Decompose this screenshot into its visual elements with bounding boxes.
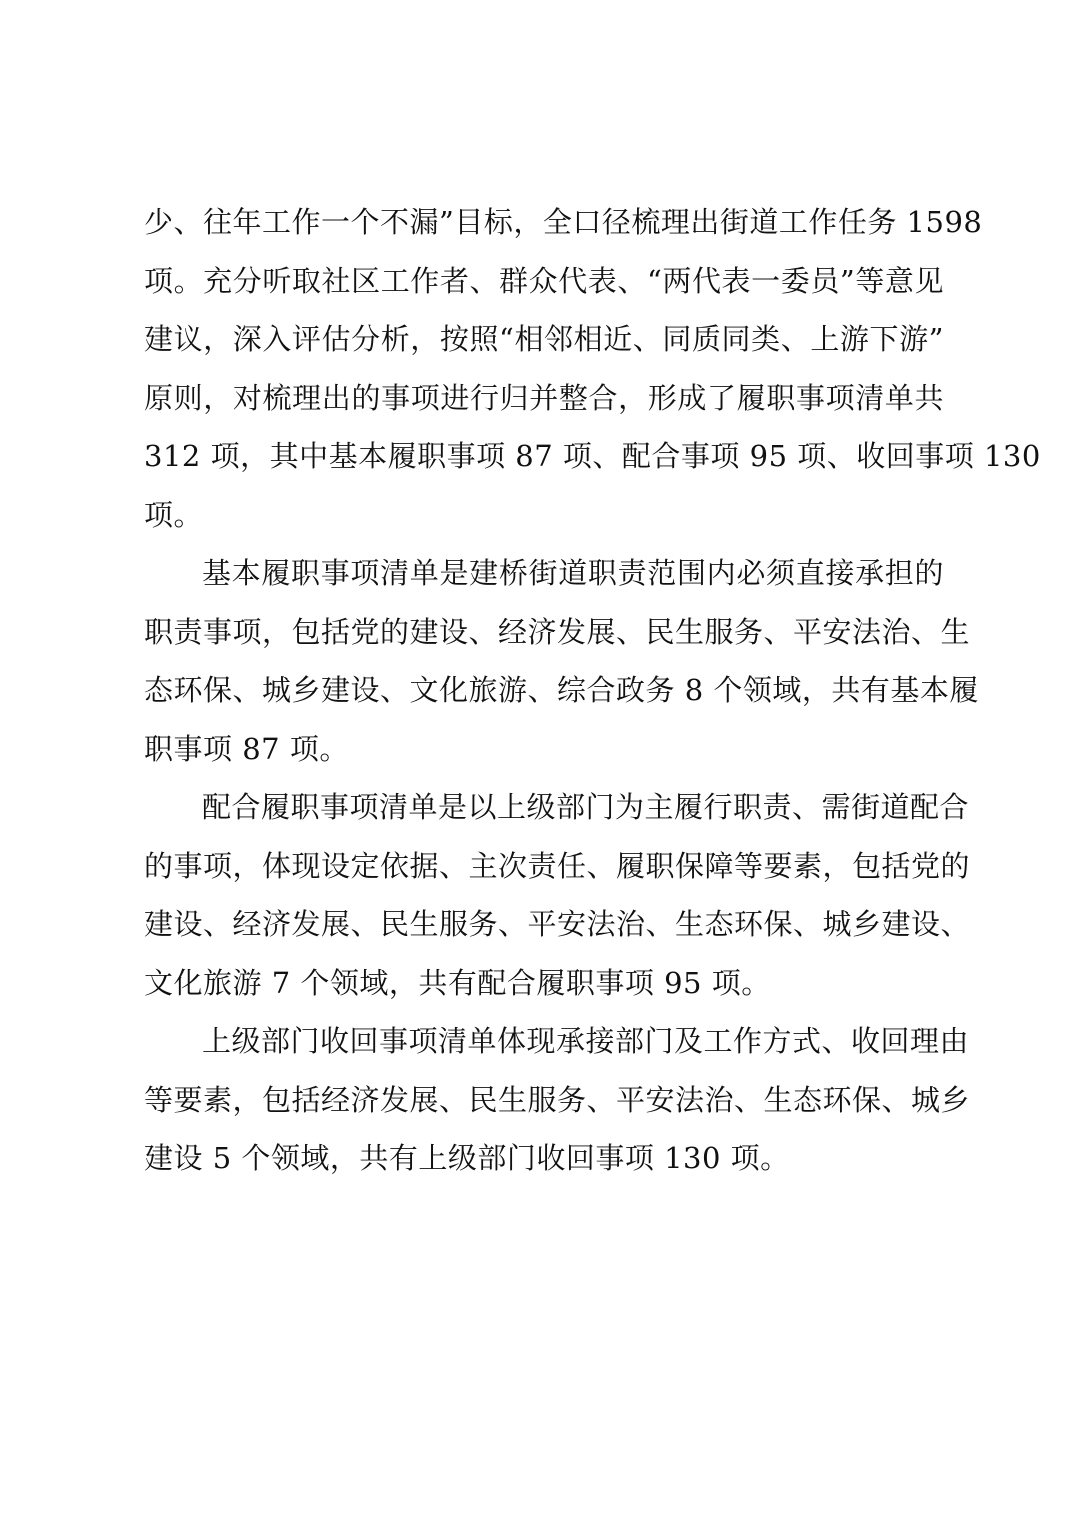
text-line: 的事项，体现设定依据、主次责任、履职保障等要素，包括党的 — [144, 848, 971, 883]
paragraph-basic-duties — [144, 544, 979, 778]
text-line: 原则，对梳理出的事项进行归并整合，形成了履职事项清单共 — [144, 380, 944, 415]
text-line: 上级部门收回事项清单体现承接部门及工作方式、收回理由 — [202, 1024, 970, 1058]
text-line: 项。充分听取社区工作者、群众代表、“两代表一委员”等意见 — [144, 263, 944, 298]
paragraph-cooperative-duties — [144, 778, 971, 1012]
paragraph-continuation — [144, 193, 1041, 544]
paragraph-recalled-duties — [144, 1012, 971, 1188]
text-line: 配合履职事项清单是以上级部门为主履行职责、需街道配合 — [202, 790, 970, 824]
text-line: 项。 — [144, 497, 204, 532]
text-line: 建设、经济发展、民生服务、平安法治、生态环保、城乡建设、 — [144, 907, 971, 941]
text-line: 职责事项，包括党的建设、经济发展、民生服务、平安法治、生 — [144, 614, 971, 649]
text-line: 态环保、城乡建设、文化旅游、综合政务 8 个领域，共有基本履 — [144, 673, 979, 707]
text-line: 文化旅游 7 个领域，共有配合履职事项 95 项。 — [144, 965, 771, 1000]
text-line: 等要素，包括经济发展、民生服务、平安法治、生态环保、城乡 — [144, 1082, 971, 1117]
text-line: 建议，深入评估分析，按照“相邻相近、同质同类、上游下游” — [144, 322, 944, 356]
text-line: 基本履职事项清单是建桥街道职责范围内必须直接承担的 — [202, 556, 944, 590]
document-body — [144, 193, 1041, 1188]
text-line: 建设 5 个领域，共有上级部门收回事项 130 项。 — [144, 1141, 790, 1175]
text-line: 少、往年工作一个不漏”目标，全口径梳理出街道工作任务 1598 — [144, 205, 983, 239]
text-line: 职事项 87 项。 — [144, 731, 349, 766]
text-line: 312 项，其中基本履职事项 87 项、配合事项 95 项、收回事项 130 — [144, 439, 1041, 473]
